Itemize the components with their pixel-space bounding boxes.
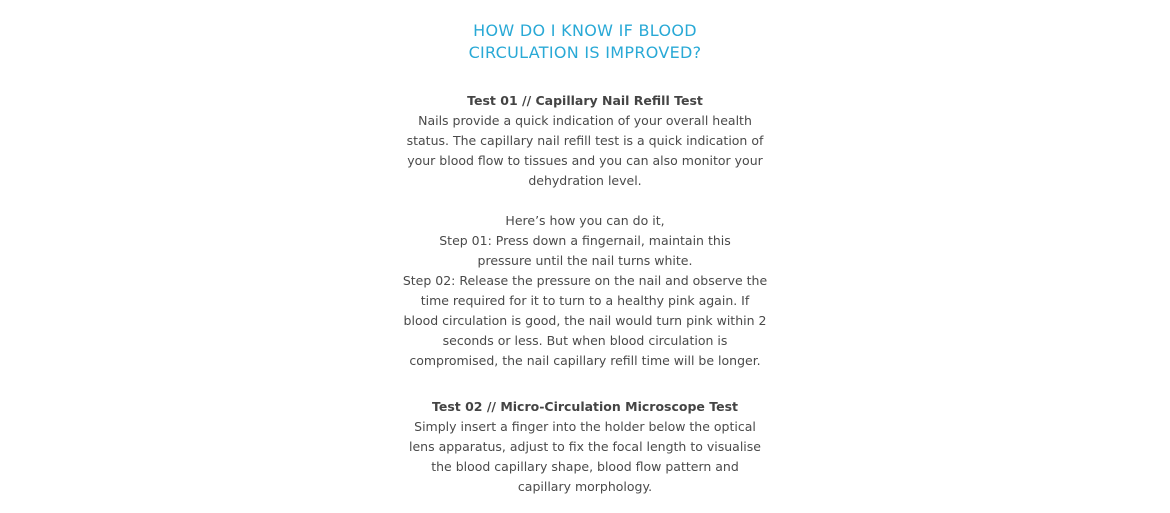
- steps-line: Step 01: Press down a fingernail, maintain this: [439, 233, 731, 248]
- test-01-steps: [385, 211, 785, 371]
- steps-line: blood circulation is good, the nail would turn pink within 2: [403, 313, 767, 328]
- steps-line: Here’s how you can do it,: [505, 213, 665, 228]
- test-01-line: status. The capillary nail refill test is a quick indication of: [406, 133, 764, 148]
- test-01-line: dehydration level.: [528, 173, 642, 188]
- test-02-title: Test 02 // Micro-Circulation Microscope Test: [431, 399, 739, 414]
- test-01-title: Test 01 // Capillary Nail Refill Test: [467, 93, 703, 108]
- heading-line-1: HOW DO I KNOW IF BLOOD: [473, 21, 697, 40]
- test-02-line: Simply insert a finger into the holder below the optical: [414, 419, 756, 434]
- test-01-section: [385, 91, 785, 191]
- steps-line: compromised, the nail capillary refill time will be longer.: [409, 353, 761, 368]
- test-02-line: the blood capillary shape, blood flow pattern and: [431, 459, 739, 474]
- heading-line-2: CIRCULATION IS IMPROVED?: [468, 43, 702, 62]
- test-01-line: Nails provide a quick indication of your overall health: [418, 113, 752, 128]
- steps-line: seconds or less. But when blood circulation is: [442, 333, 728, 348]
- page-heading: [385, 20, 785, 64]
- test-02-line: lens apparatus, adjust to fix the focal length to visualise: [409, 439, 761, 454]
- steps-line: pressure until the nail turns white.: [477, 253, 693, 268]
- test-02-description: [385, 417, 785, 497]
- steps-line: time required for it to turn to a healthy pink again. If: [420, 293, 750, 308]
- test-01-description: [385, 111, 785, 191]
- steps-text: [385, 211, 785, 371]
- test-02-section: [385, 397, 785, 497]
- test-02-line: capillary morphology.: [517, 479, 653, 494]
- article-content: [385, 0, 785, 497]
- steps-line: Step 02: Release the pressure on the nail and observe the: [402, 273, 768, 288]
- test-01-line: your blood flow to tissues and you can also monitor your: [407, 153, 763, 168]
